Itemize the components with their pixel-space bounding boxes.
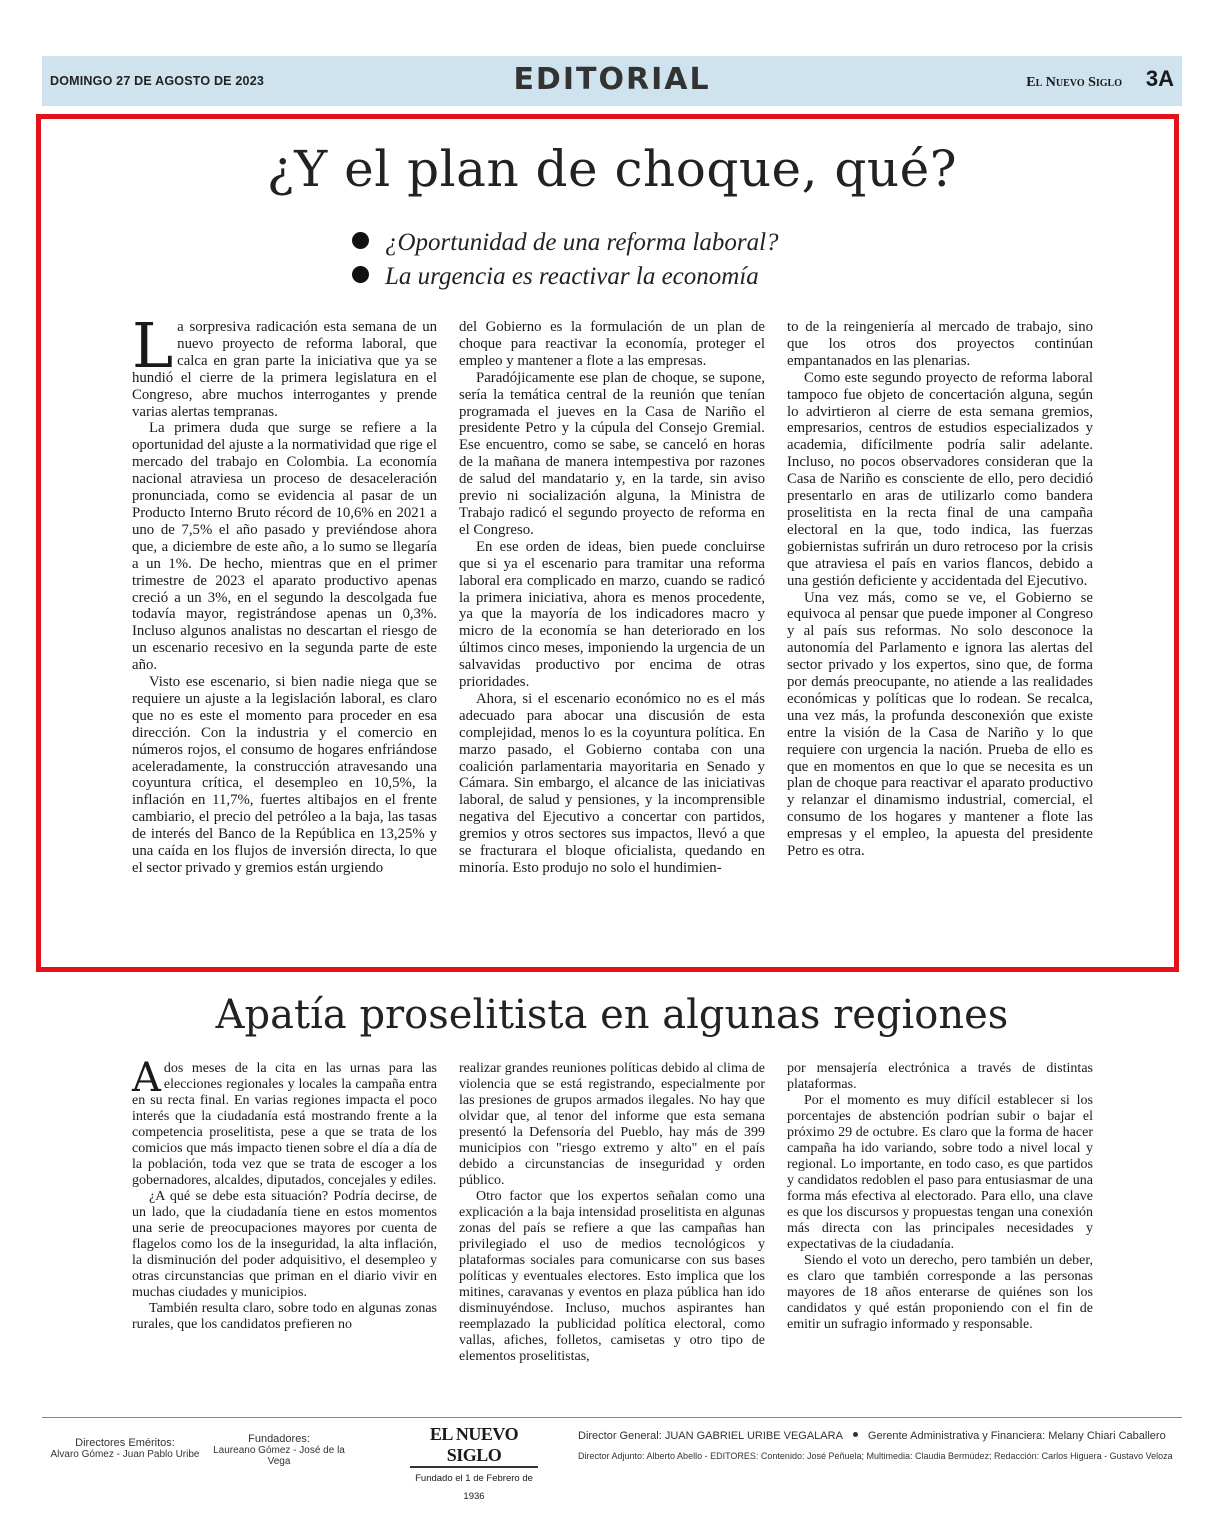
paragraph: Paradójicamente ese plan de choque, se supone, sería la temática central de la reunión que tenían programada el jueves en la Casa de Nariño el presidente Petro y la cúpula del Consejo Gremial. Ese encuentro, como se sabe, se canceló en horas de la mañana de manera intempestiva por razones de salud del mandatario y, en la tarde, sin aviso previo ni socialización alguna, la Ministra de Trabajo radicó el segundo proyecto de reforma en el Congreso. [459, 369, 765, 538]
paragraph: Una vez más, como se ve, el Gobierno se equivoca al pensar que puede imponer al Congreso y al país sus reformas. No solo desconoce la autonomía del Parlamento e ignora las alertas del sector privado y los expertos, sino que, de forma por demás preocupante, no atiende a las realidades económicas y políticas que lo rodean. Se recalca, una vez más, la profunda desconexión que existe entre la visión de la Casa de Nariño y lo que requiere con urgencia la nación. Prueba de ello es que en momentos en que lo que se necesita es un plan de choque para reactivar el aparato productivo y relanzar el dinamismo industrial, comercial, el consumo de los hogares y mantener a flote las empresas y el empleo, la apuesta del presidente Petro es otra. [787, 589, 1093, 860]
paper-name: El Nuevo Siglo [1026, 75, 1122, 90]
bullet-icon [352, 232, 369, 249]
footer-directors: Director General: JUAN GABRIEL URIBE VEGALARA Gerente Administrativa y Financiera: Melany Chiari Caballero [578, 1430, 1166, 1442]
paragraph: La primera duda que surge se refiere a la oportunidad del ajuste a la normatividad que rige el mercado del trabajo en Colombia. La economía nacional atraviesa un proceso de desaceleración pronunciada, como se evidencia al pasar de un Producto Interno Bruto récord de 10,6% en 2021 a uno de 7,5% el año pasado y previéndose ahora que, a diciembre de este año, a lo sumo se llegaría a un 1%. De hecho, mientras que en el primer trimestre de 2023 el aparato productivo apenas creció a un 3%, en el segundo la descolgada fue todavía mayor, registrándose apenas un 0,3%. Incluso algunos analistas no descartan el riesgo de un escenario recesivo en la segunda parte de este año. [132, 420, 437, 674]
paragraph: Por el momento es muy difícil establecer si los porcentajes de abstención podrían subir o bajar el próximo 29 de octubre. Es claro que la forma de hacer campaña ha ido variando, sobre todo a nivel local y regional. Lo importante, en todo caso, es que partidos y candidatos redoblen el paso para entusiasmar de una forma más efectiva al electorado. Para ello, una clave es que los discursos y propuestas tengan una conexión más directa con las principales necesidades y expectativas de la ciudadanía. [787, 1093, 1093, 1252]
page-number: 3A [1145, 66, 1174, 91]
emeritus-directors: Directores Eméritos: Alvaro Gómez - Juan Pablo Uribe [50, 1437, 200, 1460]
second-column-3 [787, 1061, 1093, 1333]
section-title: EDITORIAL [513, 62, 711, 97]
paragraph: Ados meses de la cita en las urnas para las elecciones regionales y locales la campaña entra en su recta final. En varias regiones impacta el poco interés que la ciudadanía está mostrando frente a la competencia proselitista, pese a que se trata de los comicios que más impacto tienen sobre el día a día de la población, toda vez que se trata de escoger a los gobernadores, alcaldes, diputados, concejales y ediles. [132, 1055, 437, 1188]
logo-text: EL NUEVO SIGLO [410, 1424, 538, 1468]
paragraph: La sorpresiva radicación esta semana de un nuevo proyecto de reforma laboral, que calca en gran parte la iniciativa que ya se hundió el cierre de la primera legislatura en el Congreso, abre muchos interrogantes y prende varias alertas tempranas. [132, 309, 437, 420]
paragraph: del Gobierno es la formulación de un plan de choque para reactivar la economía, proteger el empleo y mantener a flote a las empresas. [459, 319, 765, 369]
paragraph: Visto ese escenario, si bien nadie niega que se requiere un ajuste a la legislación laboral, es claro que no es este el momento para proceder en esa dirección. Con la industria y el comercio en números rojos, el consumo de hogares enfriándose aceleradamente, la construcción atravesando una coyuntura crítica, el desempleo en 10,5%, la inflación en 11,7%, fuertes altibajos en el frente cambiario, el precio del petróleo a la baja, las tasas de interés del Banco de la República en 13,25% y una caída en los flujos de inversión directa, lo que el sector privado y gremios están urgiendo [132, 674, 437, 876]
footer-rule [42, 1417, 1182, 1418]
drop-cap: L [132, 309, 174, 382]
second-editorial-title: Apatía proselitista en algunas regiones [215, 992, 1009, 1038]
paragraph: Como este segundo proyecto de reforma laboral tampoco fue objeto de concertación alguna, según lo advirtieron al cierre de esta semana gremios, empresarios, centros de estudios especializados y academia, difícilmente podría salir adelante. Incluso, no pocos observadores consideran que la Casa de Nariño es consciente de ello, pero decidió presentarlo en aras de utilizarlo como bandera proselitista en la recta final de una campaña electoral en la que, todo indica, las fuerzas gobiernistas sufrirán un duro retroceso por la crisis que atraviesa el país en varios flancos, debido a una gestión deficiente y accidentada del Ejecutivo. [787, 369, 1093, 589]
paragraph: También resulta claro, sobre todo en algunas zonas rurales, que los candidatos prefieren no [132, 1301, 437, 1332]
issue-date: DOMINGO 27 DE AGOSTO DE 2023 [50, 74, 264, 88]
editorial-title: ¿Y el plan de choque, qué? [266, 140, 958, 198]
paragraph: por mensajería electrónica a través de distintas plataformas. [787, 1061, 1093, 1092]
paragraph: to de la reingeniería al mercado de trabajo, sino que los otros dos proyectos continúan empantanados en las plenarias. [787, 319, 1093, 369]
editorial-column-2 [459, 319, 765, 877]
page-header [42, 56, 1182, 106]
footer-credits: Director Adjunto: Alberto Abello - EDITORES: Contenido: José Peñuela; Multimedia: Claudia Bermúdez; Redacción: Carlos Higuera - Gustavo Veloza [578, 1451, 1173, 1461]
paragraph: ¿A qué se debe esta situación? Podría decirse, de un lado, que la ciudadanía tiene en estos momentos una serie de preocupaciones mayores por cuenta de flagelos como los de la inseguridad, la alta inflación, la disminución del poder adquisitivo, el desempleo y otras circunstancias que priman en el diario vivir en muchas ciudades y municipios. [132, 1189, 437, 1300]
editorial-column-3 [787, 319, 1093, 860]
subtitle-2: La urgencia es reactivar la economía [352, 263, 759, 291]
paragraph: Otro factor que los expertos señalan como una explicación a la baja intensidad proselitista en algunas zonas del país se refiere a que las campañas han privilegiado el uso de medios tecnológicos y plataformas sociales para comunicarse con sus bases políticas y eventuales electores. Esto implica que los mitines, caravanas y eventos en plaza pública han ido disminuyéndose. Incluso, muchos aspirantes han reemplazado la publicidad política electoral, como vallas, afiches, folletos, camisetas y otro tipo de elementos proselitistas, [459, 1189, 765, 1364]
paragraph: realizar grandes reuniones políticas debido al clima de violencia que se está registrando, especialmente por las presiones de grupos armados ilegales. No hay que olvidar que, al tenor del informe que esta semana presentó la Defensoría del Pueblo, hay más de 399 municipios con "riesgo extremo y alto" en el país debido a circunstancias de inseguridad y orden público. [459, 1061, 765, 1188]
subtitle-1: ¿Oportunidad de una reforma laboral? [352, 229, 779, 257]
second-column-2 [459, 1061, 765, 1365]
founders: Fundadores: Laureano Gómez - José de la Vega [213, 1433, 345, 1467]
paragraph: Ahora, si el escenario económico no es el más adecuado para abocar una discusión de esta complejidad, menos lo es la coyuntura política. En marzo pasado, el Gobierno contaba con una coalición parlamentaria mayoritaria en Senado y Cámara. Sin embargo, el alcance de las iniciativas laboral, de salud y pensiones, y la incomprensible negativa del Ejecutivo a concertar con partidos, gremios y otros sectores sus impactos, llevó a que se fracturara el bloque oficialista, quedando en minoría. Esto produjo no solo el hundimien- [459, 690, 765, 876]
paragraph: En ese orden de ideas, bien puede concluirse que si ya el escenario para tramitar una reforma laboral era complicado en marzo, cuando se radicó la primera iniciativa, ahora es menos procedente, ya que la mayoría de los indicadores macro y micro de la economía se han deteriorado en los últimos cinco meses, imponiendo la urgencia de un salvavidas productivo por encima de otras prioridades. [459, 538, 765, 691]
footer-logo [410, 1424, 538, 1504]
bullet-icon [352, 266, 369, 283]
founded-date: Fundado el 1 de Febrero de 1936 [415, 1473, 533, 1502]
drop-cap: A [132, 1055, 161, 1101]
bullet-icon [853, 1432, 858, 1437]
paragraph: Siendo el voto un derecho, pero también un deber, es claro que también corresponde a las personas mayores de 18 años enterarse de quiénes son los candidatos y qué están proponiendo con el fin de emitir un sufragio informado y responsable. [787, 1253, 1093, 1332]
second-column-1 [132, 1055, 437, 1333]
editorial-column-1 [132, 309, 437, 877]
